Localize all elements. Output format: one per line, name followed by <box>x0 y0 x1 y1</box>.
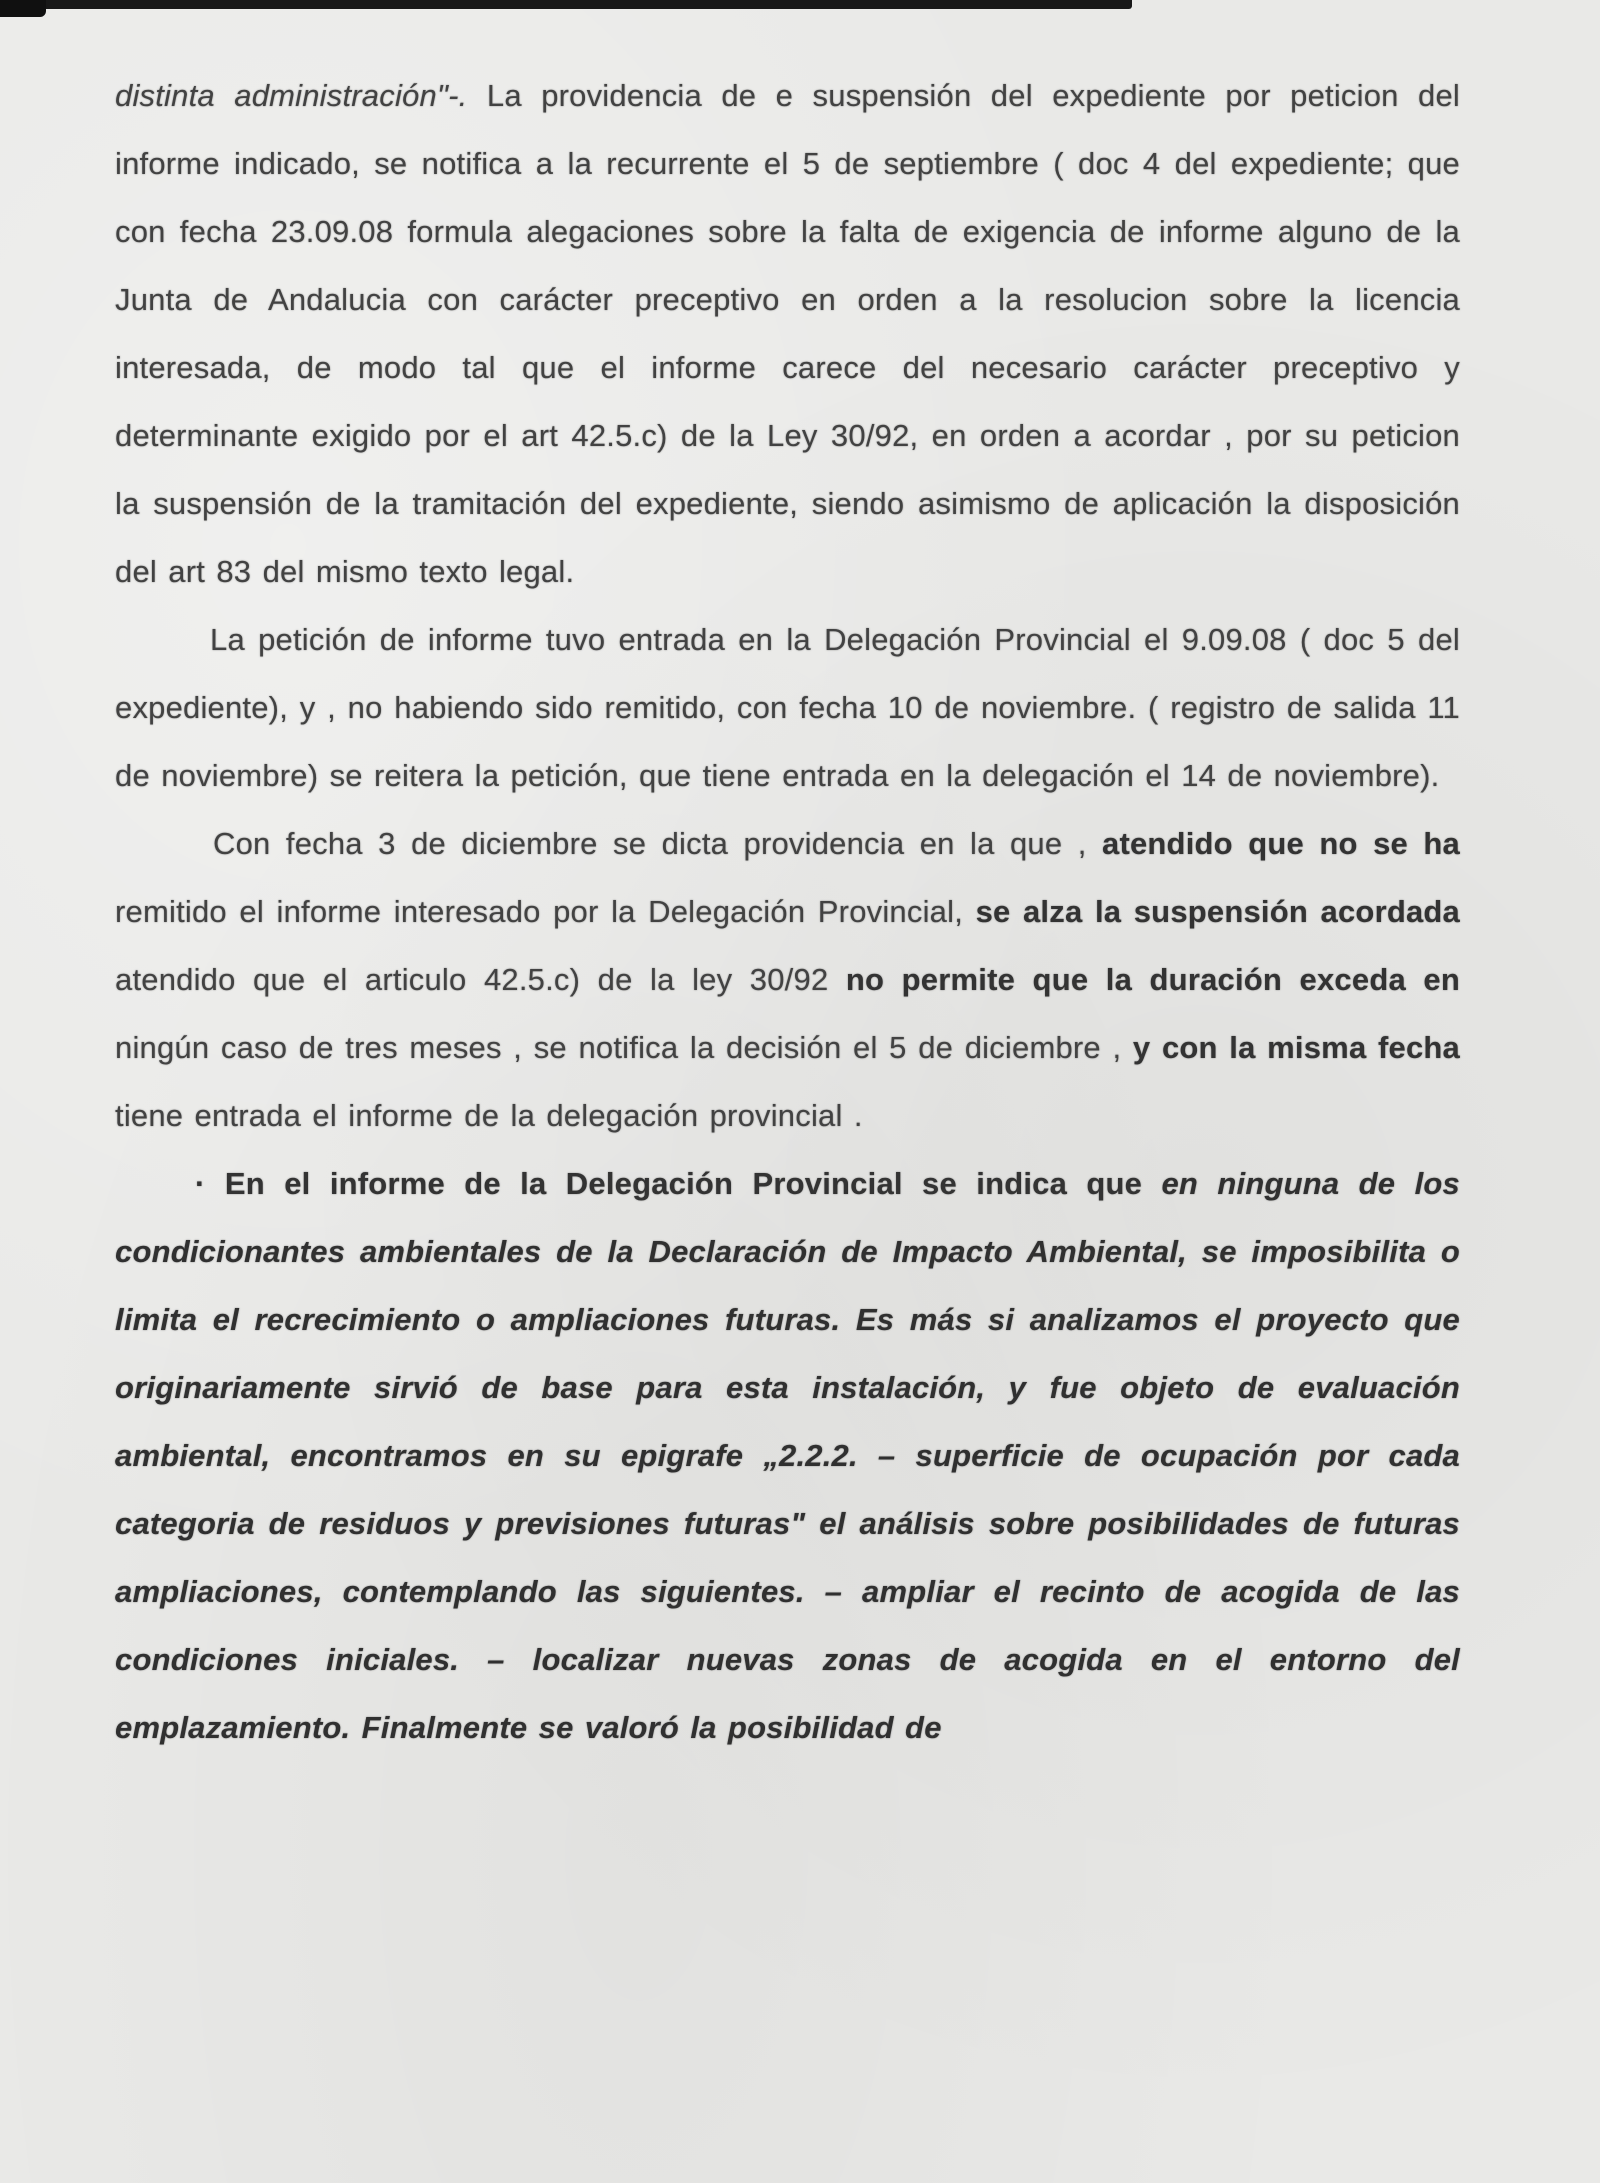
text-segment: no permite que la duración exceda en <box>845 962 1460 997</box>
paragraph <box>115 62 1460 606</box>
text-segment: remitido el informe interesado por la Delegación Provincial, <box>115 894 976 929</box>
scan-edge-artifact <box>0 0 1132 9</box>
text-segment: tiene entrada el informe de la delegación provincial . <box>115 1098 863 1133</box>
text-segment: atendido que el articulo 42.5.c) de la ley 30/92 <box>115 962 846 997</box>
text-segment: Con fecha 3 de diciembre se dicta providencia en la que , <box>213 826 1103 861</box>
scan-corner-artifact <box>0 0 46 17</box>
text-segment: · En el informe de la Delegación Provincial se indica que <box>195 1166 1162 1201</box>
text-segment: La petición de informe tuvo entrada en la Delegación Provincial el 9.09.08 ( doc 5 del expediente), y , no habiendo sido remitido, con fecha 10 de noviembre. ( registro de salida 11 de noviembre) se reitera la petición, que tiene entrada en la delegación el 14 de noviembre). <box>115 622 1460 793</box>
paragraph <box>115 606 1460 810</box>
text-segment: en ninguna de los condicionantes ambientales de la Declaración de Impacto Ambiental, se imposibilita o limita el recrecimiento o ampliaciones futuras. <box>115 1166 1460 1337</box>
text-segment: ningún caso de tres meses , se notifica la decisión el 5 de diciembre , <box>115 1030 1133 1065</box>
text-segment: y con la misma fecha <box>1132 1030 1460 1065</box>
paragraph <box>115 810 1460 1150</box>
text-segment: La providencia de e suspensión del expediente por peticion del informe indicado, se notifica a la recurrente el 5 de septiembre ( doc 4 del expediente; que con fecha 23.09.08 formula alegaciones sobre la falta de exigencia de informe alguno de la Junta de Andalucia con carácter preceptivo en orden a la resolucion sobre la licencia interesada, de modo tal que el informe carece del necesario carácter preceptivo y determinante exigido por el art 42.5.c) de la Ley 30/92, en orden a acordar , por su peticion la suspensión de la tramitación del expediente, siendo asimismo de aplicación la disposición del art 83 del mismo texto legal. <box>115 78 1460 589</box>
document-text <box>115 62 1460 1762</box>
paragraph <box>115 1150 1460 1762</box>
text-segment: Es más si analizamos el proyecto que originariamente sirvió de base para esta instalación, y fue objeto de evaluación ambiental, encontramos en su epigrafe „2.2.2. – superficie de ocupación por cada categoria de residuos y previsiones futuras" el análisis sobre posibilidades de futuras ampliaciones, contemplando las siguientes. – ampliar el recinto de acogida de las condiciones iniciales. – localizar nuevas zonas de acogida en el entorno del emplazamiento. Finalmente se valoró la posibilidad de <box>115 1302 1460 1745</box>
text-segment: distinta administración"-. <box>115 78 487 113</box>
text-segment: atendido que no se ha <box>1102 826 1460 861</box>
text-segment: se alza la suspensión acordada <box>975 894 1460 929</box>
